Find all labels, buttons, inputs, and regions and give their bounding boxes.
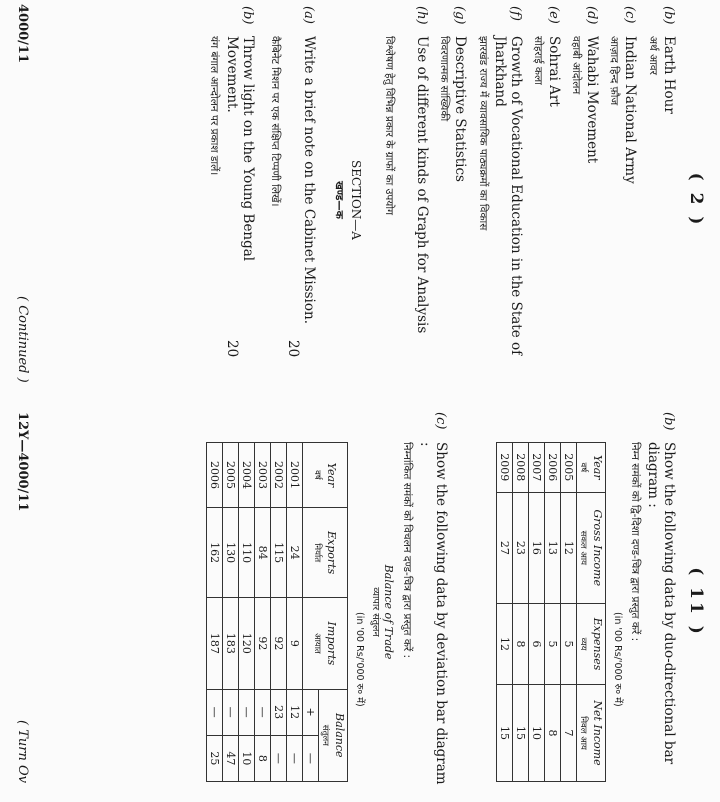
table-row bbox=[255, 443, 271, 782]
header-cell: Net Income bbox=[591, 700, 604, 766]
table-title: Balance of Trade bbox=[382, 564, 395, 660]
header-cell: Gross Income bbox=[591, 509, 604, 587]
question-label: (b) bbox=[240, 6, 255, 25]
question-label: (c) bbox=[433, 412, 448, 430]
table-cell: — bbox=[271, 735, 287, 781]
sign-header-minus: — bbox=[303, 735, 319, 781]
table-cell: 8 bbox=[255, 735, 271, 781]
table-cell: 12 bbox=[561, 492, 577, 603]
question-text-hi: निम्न समंकों को द्वि-दिशा दण्ड-चित्र द्वारा प्रस्तुत करें : bbox=[629, 442, 641, 642]
table-cell: 15 bbox=[497, 685, 513, 782]
header-cell-hi: वर्ष bbox=[578, 462, 588, 473]
header-cell: Exports bbox=[325, 531, 338, 575]
question-text-hi: यंग बंगाल आन्दोलन पर प्रकाश डालें। bbox=[208, 36, 220, 176]
header-cell-hi: निवल आय bbox=[578, 716, 588, 750]
table-cell: — bbox=[239, 689, 255, 735]
trade-table bbox=[206, 442, 348, 782]
question-marks: 20 bbox=[224, 340, 240, 358]
item-label: (d) bbox=[584, 6, 599, 25]
header-cell: Year bbox=[591, 454, 604, 480]
table-cell: 2004 bbox=[239, 443, 255, 508]
item-label: (f) bbox=[508, 6, 523, 21]
item-text: Indian National Army bbox=[622, 36, 638, 184]
table-cell: 24 bbox=[287, 507, 303, 597]
item-label: (h) bbox=[414, 6, 429, 25]
item-text: Growth of Vocational Education in the State of Jharkhand bbox=[492, 36, 524, 356]
unit-note: (in '00 Rs/'000 रु० में) bbox=[354, 612, 365, 707]
table-cell: 8 bbox=[513, 604, 529, 685]
table-row bbox=[561, 443, 577, 782]
item-label: (b) bbox=[661, 6, 676, 25]
question-label: (a) bbox=[301, 6, 316, 24]
section-title: SECTION—A bbox=[349, 160, 363, 240]
question-marks: 20 bbox=[285, 340, 301, 358]
header-cell-hi: निर्यात bbox=[312, 543, 322, 563]
header-cell: Balance bbox=[333, 713, 346, 758]
table-cell: 187 bbox=[207, 598, 223, 689]
table-cell: 115 bbox=[271, 507, 287, 597]
footer-code: 4000/11 bbox=[15, 4, 30, 64]
header-cell-hi: सकल आय bbox=[578, 530, 588, 565]
table-row bbox=[239, 443, 255, 782]
question-label: (b) bbox=[661, 412, 676, 431]
item-text-hi: विवरणात्मक सांख्यिकी bbox=[438, 36, 450, 122]
header-cell: Imports bbox=[325, 621, 338, 666]
header-cell-hi: संतुलन bbox=[320, 724, 330, 746]
section-title-hi: खण्ड—क bbox=[333, 181, 345, 219]
table-cell: 5 bbox=[561, 604, 577, 685]
income-table bbox=[496, 442, 606, 782]
table-cell: 2001 bbox=[287, 443, 303, 508]
page-number: ( 11 ) bbox=[686, 567, 706, 637]
table-cell: 120 bbox=[239, 598, 255, 689]
question-text-hi: कैबिनेट मिशन पर एक संक्षिप्त टिप्पणी लिखें। bbox=[269, 36, 281, 207]
item-text-hi: झारखंड राज्य में व्यावसायिक पाठ्यक्रमों का विकास bbox=[477, 36, 489, 231]
table-cell: — bbox=[287, 735, 303, 781]
item-label: (c) bbox=[622, 6, 637, 24]
table-row bbox=[513, 443, 529, 782]
table-cell: 15 bbox=[513, 685, 529, 782]
table-cell: 25 bbox=[207, 735, 223, 781]
table-cell: 162 bbox=[207, 507, 223, 597]
table-cell: 2005 bbox=[561, 443, 577, 493]
item-text: Sohrai Art bbox=[546, 36, 562, 107]
table-cell: 12 bbox=[497, 604, 513, 685]
table-cell: 23 bbox=[513, 492, 529, 603]
header-cell-hi: वर्ष bbox=[312, 470, 322, 480]
table-cell: 7 bbox=[561, 685, 577, 782]
item-text: Earth Hour bbox=[661, 36, 677, 114]
table-cell: 183 bbox=[223, 598, 239, 689]
table-cell: 12 bbox=[287, 689, 303, 735]
table-cell: 92 bbox=[255, 598, 271, 689]
table-row bbox=[223, 443, 239, 782]
page-11 bbox=[0, 402, 720, 802]
table-cell: 5 bbox=[545, 604, 561, 685]
table-cell: 13 bbox=[545, 492, 561, 603]
table-row bbox=[207, 443, 223, 782]
item-label: (e) bbox=[546, 6, 561, 24]
table-cell: — bbox=[223, 689, 239, 735]
item-text-hi: सोहराई कला bbox=[532, 36, 544, 85]
table-cell: 10 bbox=[239, 735, 255, 781]
item-text-hi: आज़ाद हिन्द फ़ौज bbox=[608, 36, 620, 106]
table-cell: 110 bbox=[239, 507, 255, 597]
question-text: Write a brief note on the Cabinet Mission. bbox=[301, 36, 317, 324]
item-text: Use of different kinds of Graph for Analysis bbox=[414, 36, 430, 334]
item-text-hi: विश्लेषण हेतु विभिन्न प्रकार के ग्राफों का उपयोग bbox=[383, 36, 395, 216]
table-row bbox=[287, 443, 303, 782]
item-text-hi: अर्थ आवर bbox=[647, 36, 659, 75]
table-cell: 23 bbox=[271, 689, 287, 735]
table-cell: — bbox=[255, 689, 271, 735]
footer-continued: ( Continued ) bbox=[15, 296, 30, 383]
table-cell: 2008 bbox=[513, 443, 529, 493]
unit-note: (in '00 Rs/'000 रु० में) bbox=[612, 612, 623, 707]
table-cell: 2002 bbox=[271, 443, 287, 508]
item-label: (g) bbox=[452, 6, 467, 25]
table-cell: 47 bbox=[223, 735, 239, 781]
table-cell: 2006 bbox=[207, 443, 223, 508]
table-row bbox=[545, 443, 561, 782]
footer-turn-over: ( Turn Ov bbox=[15, 720, 30, 783]
header-cell: Year bbox=[325, 462, 338, 488]
table-cell: 2006 bbox=[545, 443, 561, 493]
footer-code: 12Y—4000/11 bbox=[15, 412, 30, 512]
question-text: Throw light on the Young Bengal Movement. bbox=[224, 36, 256, 262]
table-cell: 130 bbox=[223, 507, 239, 597]
question-text-hi: निम्नांकित समंकों को विचलन दण्ड-चित्र द्वारा प्रस्तुत करें : bbox=[401, 442, 413, 659]
header-cell-hi: व्यय bbox=[578, 637, 588, 651]
header-cell-hi: आयात bbox=[312, 633, 322, 654]
table-cell: 9 bbox=[287, 598, 303, 689]
item-text: Descriptive Statistics bbox=[452, 36, 468, 182]
table-cell: 2009 bbox=[497, 443, 513, 493]
table-cell: 92 bbox=[271, 598, 287, 689]
header-cell: Expenses bbox=[591, 617, 604, 671]
table-cell: — bbox=[207, 689, 223, 735]
table-cell: 2003 bbox=[255, 443, 271, 508]
table-row bbox=[271, 443, 287, 782]
table-cell: 2007 bbox=[529, 443, 545, 493]
table-cell: 16 bbox=[529, 492, 545, 603]
table-cell: 84 bbox=[255, 507, 271, 597]
page-number: ( 2 ) bbox=[686, 172, 706, 228]
sign-header-plus: + bbox=[303, 689, 319, 735]
table-cell: 6 bbox=[529, 604, 545, 685]
page-2 bbox=[0, 0, 720, 400]
table-cell: 2005 bbox=[223, 443, 239, 508]
table-cell: 10 bbox=[529, 685, 545, 782]
table-row bbox=[529, 443, 545, 782]
table-cell: 8 bbox=[545, 685, 561, 782]
table-title-hi: व्यापार संतुलन bbox=[370, 587, 381, 637]
item-text: Wahabi Movement bbox=[584, 36, 600, 164]
item-text-hi: वहाबी आंदोलन bbox=[570, 36, 582, 95]
table-cell: 27 bbox=[497, 492, 513, 603]
question-text: Show the following data by deviation bar diagram : bbox=[417, 442, 449, 785]
table-row bbox=[497, 443, 513, 782]
question-text: Show the following data by duo-directional bar diagram : bbox=[645, 442, 677, 765]
